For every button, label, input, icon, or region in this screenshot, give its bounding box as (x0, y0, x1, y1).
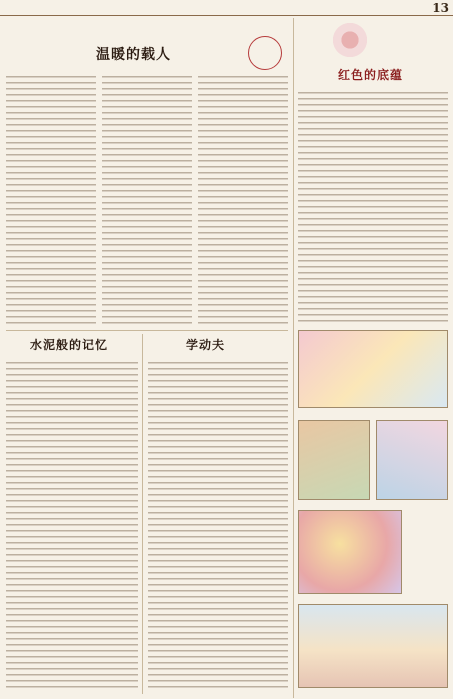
divider (6, 330, 288, 331)
right-article-body (298, 92, 448, 322)
masthead (0, 0, 453, 16)
artwork-image (298, 510, 402, 594)
flower-illustration-icon (330, 20, 370, 60)
column-divider (142, 334, 143, 694)
artwork-image (298, 330, 448, 408)
artwork-image (298, 420, 370, 500)
left-bottom-headline: 水泥般的记忆 (30, 338, 109, 352)
artwork-image (298, 604, 448, 688)
right-article-headline: 红色的底蕴 (338, 68, 404, 82)
column-divider (293, 18, 294, 698)
mid-bottom-headline: 学动夫 (186, 338, 226, 352)
artwork-image (376, 420, 448, 500)
page-number: 13 (432, 0, 449, 15)
left-bottom-body (6, 362, 138, 692)
main-article-headline: 温暖的载人 (96, 47, 171, 63)
mid-bottom-body (148, 362, 288, 692)
stamp-seal-icon (248, 36, 282, 70)
